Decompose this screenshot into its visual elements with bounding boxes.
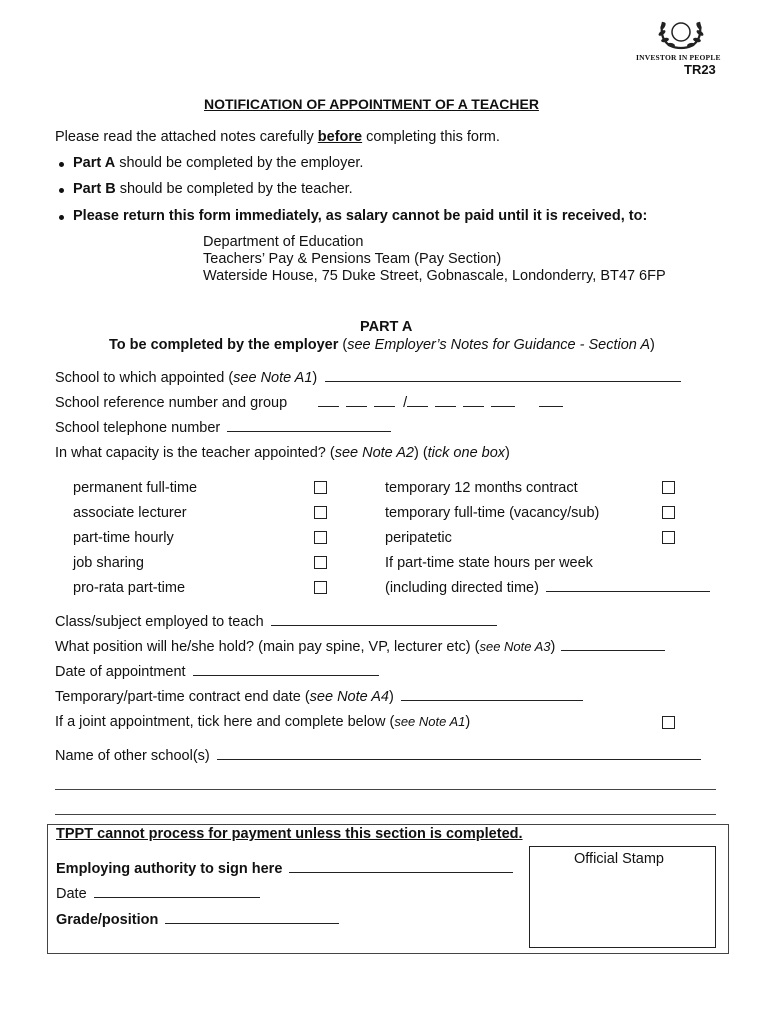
sign-date-row [56,886,260,902]
checkbox-pro-rata-part-time[interactable] [314,581,327,594]
school-tel-label: School telephone number [55,420,221,436]
contract-end-label-pre: Temporary/part-time contract end date ( [55,689,310,705]
part-time-hours-label: If part-time state hours per week [385,555,593,571]
part-a-sub-italic: see Employer’s Notes for Guidance - Section A [347,337,650,353]
date-appointment-label: Date of appointment [55,664,186,680]
option-permanent-full-time: permanent full-time [73,480,198,496]
school-ref-label: School reference number and group [55,395,288,411]
date-appointment-input[interactable] [193,675,379,676]
joint-appointment-row [55,714,470,730]
part-a-sub-bold: To be completed by the employer [109,337,339,353]
capacity-label-pre: In what capacity is the teacher appointed? ( [55,445,335,461]
option-part-time-hourly: part-time hourly [73,530,174,546]
paren: ) [465,714,471,730]
paren: ) [550,639,556,655]
form-code: TR23 [684,62,716,77]
employing-authority-row [56,861,513,877]
option-temporary-full-time: temporary full-time (vacancy/sub) [385,505,600,521]
paren: ) [312,370,318,386]
ref-digit-input[interactable] [346,406,367,407]
grade-position-row [56,912,339,928]
checkbox-joint-appointment[interactable] [662,716,675,729]
part-a-subheading [109,337,655,353]
option-pro-rata-part-time: pro-rata part-time [73,580,186,596]
bullet-bold: Part B [73,181,116,197]
bullet-part-b [73,181,353,197]
bullet-dot [59,188,64,193]
ref-slash: / [403,395,408,411]
paren: ( [338,337,348,353]
bullet-text: should be completed by the teacher. [115,181,353,197]
group-input[interactable] [539,406,563,407]
option-job-sharing: job sharing [73,555,144,571]
tick-instruction: tick one box [427,445,506,461]
intro-text-pre: Please read the attached notes carefully [55,129,318,145]
position-row [55,639,665,655]
paren: ) [505,445,510,461]
other-schools-row [55,748,701,764]
date-appointment-row [55,664,379,680]
checkbox-temporary-full-time[interactable] [662,506,675,519]
checkbox-associate-lecturer[interactable] [314,506,327,519]
position-label-pre: What position will he/she hold? (main pay spine, VP, lecturer etc) ( [55,639,480,655]
ref-digit-input[interactable] [407,406,428,407]
note-ref: see Note A1 [233,370,313,386]
bullet-return [73,208,647,224]
ref-digit-input[interactable] [318,406,339,407]
bullet-bold: Part A [73,155,116,171]
other-schools-input-line-2[interactable] [55,789,716,790]
official-stamp-label: Official Stamp [574,851,664,867]
ref-digit-input[interactable] [374,406,395,407]
note-ref: see Note A3 [479,639,551,654]
class-subject-input[interactable] [271,625,497,626]
address-line-1: Department of Education [203,234,364,250]
grade-position-label: Grade/position [56,912,159,928]
checkbox-temporary-12-months[interactable] [662,481,675,494]
page-title: NOTIFICATION OF APPOINTMENT OF A TEACHER [204,96,539,112]
school-ref-inputs [318,395,563,411]
bullet-bold: Please return this form immediately, as salary cannot be paid until it is received, to: [73,208,648,224]
school-appointed-input[interactable] [325,381,681,382]
school-appointed-row [55,370,681,386]
bullet-dot [59,162,64,167]
part-time-hours-input[interactable] [546,591,710,592]
class-subject-label: Class/subject employed to teach [55,614,264,630]
bullet-dot [59,215,64,220]
ref-digit-input[interactable] [463,406,484,407]
checkbox-permanent-full-time[interactable] [314,481,327,494]
intro-text-post: completing this form. [362,129,500,145]
employing-authority-signature-input[interactable] [289,872,513,873]
bullet-text: should be completed by the employer. [115,155,364,171]
class-subject-row [55,614,497,630]
position-input[interactable] [561,650,665,651]
option-associate-lecturer: associate lecturer [73,505,187,521]
other-schools-input-line-3[interactable] [55,814,716,815]
directed-time-label: (including directed time) [385,580,539,596]
sign-date-label: Date [56,886,87,902]
note-ref: see Note A1 [394,714,466,729]
address-line-3: Waterside House, 75 Duke Street, Gobnascale, Londonderry, BT47 6FP [203,268,666,284]
school-ref-row [55,395,287,411]
checkbox-job-sharing[interactable] [314,556,327,569]
grade-position-input[interactable] [165,923,339,924]
intro-text-bold: before [317,129,363,145]
address-line-2: Teachers’ Pay & Pensions Team (Pay Section) [203,251,502,267]
part-a-heading: PART A [360,319,413,335]
checkbox-peripatetic[interactable] [662,531,675,544]
intro-line [55,129,500,145]
capacity-question [55,445,510,461]
investor-in-people-laurel-icon [657,14,705,52]
paren: ) [649,337,655,353]
employing-authority-label: Employing authority to sign here [56,861,283,877]
directed-time-row [385,580,710,596]
contract-end-input[interactable] [401,700,583,701]
bullet-part-a [73,155,363,171]
note-ref: see Note A4 [309,689,389,705]
checkbox-part-time-hourly[interactable] [314,531,327,544]
paren: ) [388,689,394,705]
paren: ) ( [413,445,428,461]
other-schools-label: Name of other school(s) [55,748,210,764]
other-schools-input[interactable] [217,759,701,760]
joint-appointment-label-pre: If a joint appointment, tick here and complete below ( [55,714,395,730]
sign-date-input[interactable] [94,897,260,898]
ref-digit-input[interactable] [435,406,456,407]
school-tel-input[interactable] [227,431,391,432]
option-peripatetic: peripatetic [385,530,452,546]
contract-end-row [55,689,583,705]
school-tel-row [55,420,391,436]
school-label-pre: School to which appointed ( [55,370,234,386]
signature-warning: TPPT cannot process for payment unless this section is completed. [56,826,523,842]
option-temporary-12-months: temporary 12 months contract [385,480,578,496]
logo-caption: INVESTOR IN PEOPLE [636,53,721,62]
note-ref: see Note A2 [334,445,414,461]
ref-digit-input[interactable] [491,406,515,407]
